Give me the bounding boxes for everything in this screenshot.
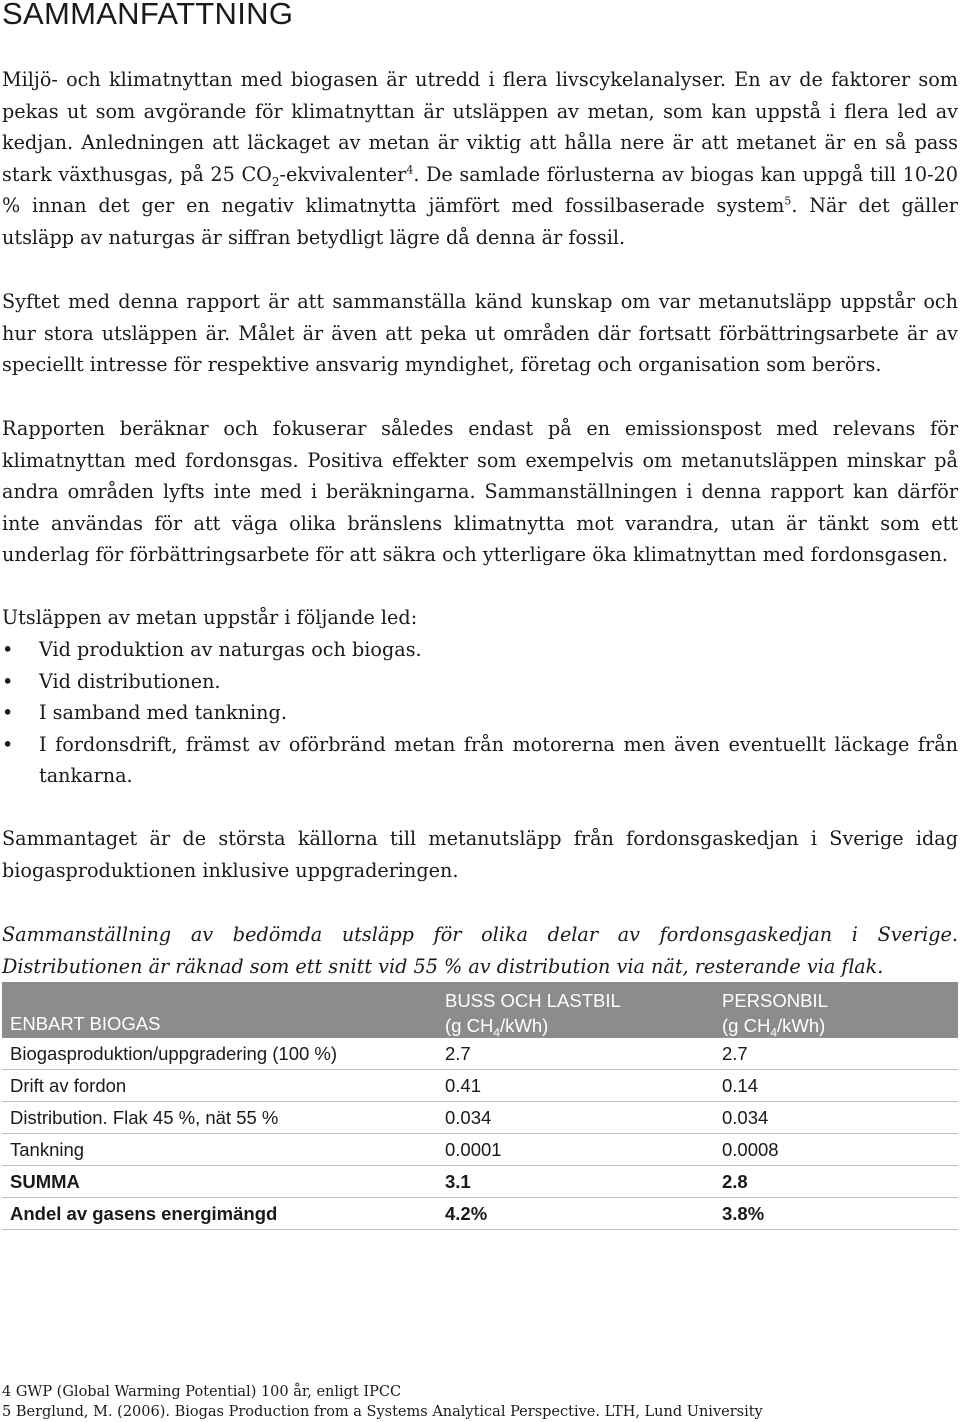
emission-stages-intro: Utsläppen av metan uppstår i följande led: [2, 606, 418, 629]
intro-text-part: . De samlade förlusterna av biogas kan uppgå till 10-20 % innan det ger en negativ klimatnytta jämfört med fossilbaserade system [2, 162, 958, 217]
header-unit-subscript: 4 [493, 1025, 500, 1040]
scope-paragraph: Rapporten beräknar och fokuserar således endast på en emissionspost med relevans för klimatnyttan med fordonsgas. Positiva effekter som exempelvis om metanutsläppen minskar på andra områden lyfts inte med i beräkningarna. Sammanställningen i denna rapport kan därför inte användas för att väga olika bränslens klimatnytta mot varandra, utan är tänkt som ett underlag för förbättringsarbete för att säkra och ytterligare öka klimatnyttan med fordonsgasen. [2, 417, 958, 566]
header-biogas-only: ENBART BIOGAS [10, 1013, 161, 1034]
list-item [2, 634, 958, 666]
page-title: SAMMANFATTNING [2, 0, 294, 31]
list-item [2, 729, 958, 792]
bullet-icon: • [2, 701, 14, 724]
table-row-total [2, 1166, 958, 1198]
header-unit-text: (g CH [445, 1015, 494, 1036]
car-value: 2.7 [722, 1043, 748, 1064]
row-label: Drift av fordon [10, 1075, 127, 1096]
footnote-4: 4 GWP (Global Warming Potential) 100 år, enligt IPCC [2, 1384, 402, 1400]
list-item-text: Vid distributionen. [39, 669, 221, 693]
purpose-paragraph: Syftet med denna rapport är att sammanställa känd kunskap om var metanutsläpp uppstår och hur stora utsläppen är. Målet är även att peka ut områden där fortsatt förbättringsarbete är av speciellt intresse för respektive ansvarig myndighet, företag och organisation som berörs. [2, 290, 958, 376]
list-item-text: Vid produktion av naturgas och biogas. [39, 638, 422, 661]
bullet-icon: • [2, 669, 14, 693]
conclusion-paragraph: Sammantaget är de största källorna till metanutsläpp från fordonsgaskedjan i Sverige idag biogasproduktionen inklusive uppgraderingen. [2, 827, 958, 882]
row-label: Andel av gasens energimängd [10, 1203, 278, 1224]
row-label: Distribution. Flak 45 %, nät 55 % [10, 1107, 279, 1128]
table-row [2, 1102, 958, 1134]
list-item [2, 666, 958, 698]
bullet-icon: • [2, 732, 14, 756]
footnote-5: 5 Berglund, M. (2006). Biogas Production from a Systems Analytical Perspective. LTH, Lund University [2, 1404, 763, 1420]
list-item-text: I samband med tankning. [39, 701, 287, 724]
row-label: Biogasproduktion/uppgradering (100 %) [10, 1043, 338, 1064]
table-row [2, 1038, 958, 1070]
bus-value: 4.2% [445, 1203, 488, 1224]
table-header [2, 982, 958, 1038]
table-row [2, 1134, 958, 1166]
list-item-text: I fordonsdrift, främst av oförbränd metan från motorerna men även eventuellt läckage från tankarna. [39, 732, 958, 787]
car-value: 3.8% [722, 1203, 765, 1224]
footnote-ref-5: 5 [784, 194, 792, 208]
header-unit-text: /kWh) [777, 1015, 826, 1036]
table-row [2, 1070, 958, 1102]
header-bus-truck-label: BUSS OCH LASTBIL [445, 990, 621, 1011]
co2-subscript: 2 [271, 174, 280, 189]
car-value: 0.034 [722, 1107, 769, 1128]
bus-value: 0.034 [445, 1107, 492, 1128]
emissions-table [2, 982, 958, 1230]
row-label: Tankning [10, 1139, 85, 1160]
header-unit-subscript: 4 [770, 1025, 777, 1040]
intro-text-part: . När det gäller utsläpp av naturgas är siffran betydligt lägre då denna är fossil. [2, 194, 958, 249]
intro-text-part: -ekvivalenter [279, 162, 407, 186]
header-car-label: PERSONBIL [722, 990, 828, 1011]
car-value: 2.8 [722, 1171, 748, 1192]
car-value: 0.0008 [722, 1139, 779, 1160]
header-unit-text: (g CH [722, 1015, 771, 1036]
intro-paragraph [2, 64, 958, 253]
header-unit-text: /kWh) [500, 1015, 549, 1036]
bullet-icon: • [2, 638, 14, 661]
car-value: 0.14 [722, 1075, 759, 1096]
bus-value: 0.0001 [445, 1139, 502, 1160]
emission-stages-list [2, 634, 958, 792]
header-bus-truck [445, 988, 621, 1038]
bus-value: 0.41 [445, 1075, 482, 1096]
intro-text-part: Miljö- och klimatnyttan med biogasen är utredd i flera livscykelanalyser. En av de faktorer som pekas ut som avgörande för klimatnyttan är utsläppen av metan, som kan uppstå i flera led av kedjan. Anledningen att läckaget av metan är viktig att hålla nere är att metanet är en så pass stark växthusgas, på 25 CO [2, 68, 958, 186]
table-row-share [2, 1198, 958, 1230]
row-label: SUMMA [10, 1171, 80, 1192]
list-item [2, 697, 958, 729]
bus-value: 2.7 [445, 1043, 471, 1064]
bus-value: 3.1 [445, 1171, 471, 1192]
header-car [722, 988, 828, 1038]
footnote-ref-4: 4 [406, 163, 414, 177]
table-caption: Sammanställning av bedömda utsläpp för olika delar av fordonsgaskedjan i Sverige. Distributionen är räknad som ett snitt vid 55 % av distribution via nät, resterande via flak. [2, 923, 958, 978]
